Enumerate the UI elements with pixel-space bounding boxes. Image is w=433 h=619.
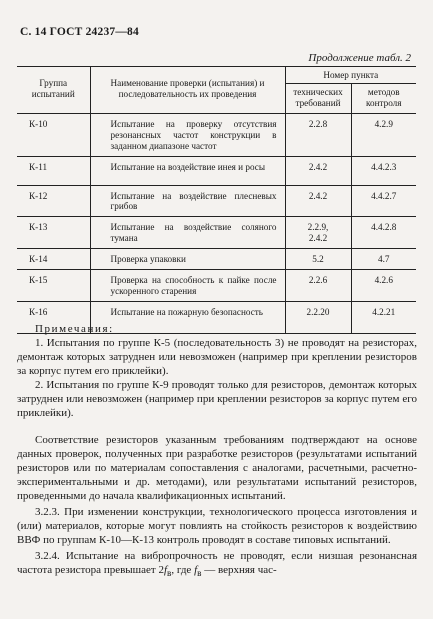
cell-name: [90, 156, 285, 185]
cell-group: К-16: [17, 301, 90, 333]
page-title: С. 14 ГОСТ 24237—84: [20, 26, 139, 38]
header-number: Номер пункта: [285, 67, 416, 84]
note-1: 1. Испытания по группе К-5 (последовательность 3) не проводят на резисторах, демонтаж которых затруднен или невозможен (например при креплении резисторов за корпус путем его приклейки).: [17, 337, 417, 377]
cell-group: К-11: [17, 156, 90, 185]
paragraph-3-2-3: 3.2.3. При изменении конструкции, технологического процесса изготовления и (или) материалов, которые могут повлиять на стойкость резисторов к воздействию ВВФ по группам К-10—К-13 контроль проводят в составе типовых испытаний.: [17, 506, 417, 546]
cell-methods: 4.4.2.7: [351, 185, 416, 217]
cell-name: [90, 185, 285, 217]
body-paragraphs: [17, 433, 417, 580]
cell-methods: 4.2.21: [351, 301, 416, 333]
cell-methods: 4.2.9: [351, 114, 416, 157]
table-row: [17, 156, 416, 185]
table-row: [17, 185, 416, 217]
paragraph-1: Соответствие резисторов указанным требованиям подтверждают на основе данных проверок, полученных при разработке резисторов (результатами испытаний резисторов или по материалам сопоставления с аналогами, расчетными, расчетно-экспериментальными и др. методами), или результатами испытаний резисторов, проведенными до начала квалификационных испытаний.: [17, 434, 417, 502]
header-tech: технических требований: [285, 84, 351, 114]
table-row: [17, 217, 416, 249]
cell-name: [90, 269, 285, 301]
cell-methods: 4.2.6: [351, 269, 416, 301]
cell-methods: 4.4.2.8: [351, 217, 416, 249]
cell-name-text: Испытание на воздействие инея и росы: [110, 161, 266, 172]
cell-name-text: Испытание на воздействие соляного тумана: [110, 222, 277, 244]
notes-heading: Примечания:: [35, 323, 114, 335]
header-methods: методов контроля: [351, 84, 416, 114]
paragraph-3-2-4-a: 3.2.4. Испытание на вибропрочность не проводят, если низшая резонансная частота резистора превышает 2: [17, 550, 417, 576]
header-name: Наименование проверки (испытания) и последовательность их проведения: [90, 67, 285, 114]
formula-sub: в: [167, 568, 172, 579]
formula-sub: в: [197, 568, 202, 579]
cell-name: [90, 114, 285, 157]
table-continuation-label: Продолжение табл. 2: [308, 52, 411, 64]
cell-tech: 2.2.6: [285, 269, 351, 301]
formula-f: f: [194, 564, 198, 576]
paragraph-3-2-4-b: , где: [171, 564, 195, 576]
cell-tech: 2.2.20: [285, 301, 351, 333]
tests-table: [17, 66, 416, 334]
cell-name-text: Проверка упаковки: [110, 254, 186, 265]
cell-name-text: Испытание на пожарную безопасность: [110, 306, 263, 317]
cell-name-text: Проверка на способность к пайке после ускоренного старения: [110, 274, 277, 296]
cell-group: К-14: [17, 249, 90, 270]
cell-tech: 2.4.2: [285, 156, 351, 185]
cell-tech: 2.2.9, 2.4.2: [285, 217, 351, 249]
cell-group: К-12: [17, 185, 90, 217]
cell-name-text: Испытание на проверку отсутствия резонансных частот конструкции в заданном диапазоне частот: [110, 119, 277, 151]
cell-tech: 2.2.8: [285, 114, 351, 157]
cell-tech: 5.2: [285, 249, 351, 270]
cell-methods: 4.7: [351, 249, 416, 270]
table-row: [17, 114, 416, 157]
paragraph-3-2-4: [17, 549, 417, 580]
table-row: [17, 269, 416, 301]
cell-tech: 2.4.2: [285, 185, 351, 217]
header-group: Группа испытаний: [17, 67, 90, 114]
paragraph-3-2-4-c: — верхняя час-: [201, 564, 277, 576]
cell-methods: 4.4.2.3: [351, 156, 416, 185]
cell-group: К-10: [17, 114, 90, 157]
cell-group: К-13: [17, 217, 90, 249]
formula-f: f: [163, 564, 168, 576]
cell-name: [90, 249, 285, 270]
cell-name-text: Испытание на воздействие плесневых грибов: [110, 190, 277, 212]
notes-block: [17, 322, 417, 420]
cell-name: [90, 217, 285, 249]
note-2: 2. Испытания по группе К-9 проводят только для резисторов, демонтаж которых затруднен или невозможен (например при креплении резисторов за корпус путем его приклейки).: [17, 379, 417, 419]
cell-group: К-15: [17, 269, 90, 301]
table-row: [17, 249, 416, 270]
